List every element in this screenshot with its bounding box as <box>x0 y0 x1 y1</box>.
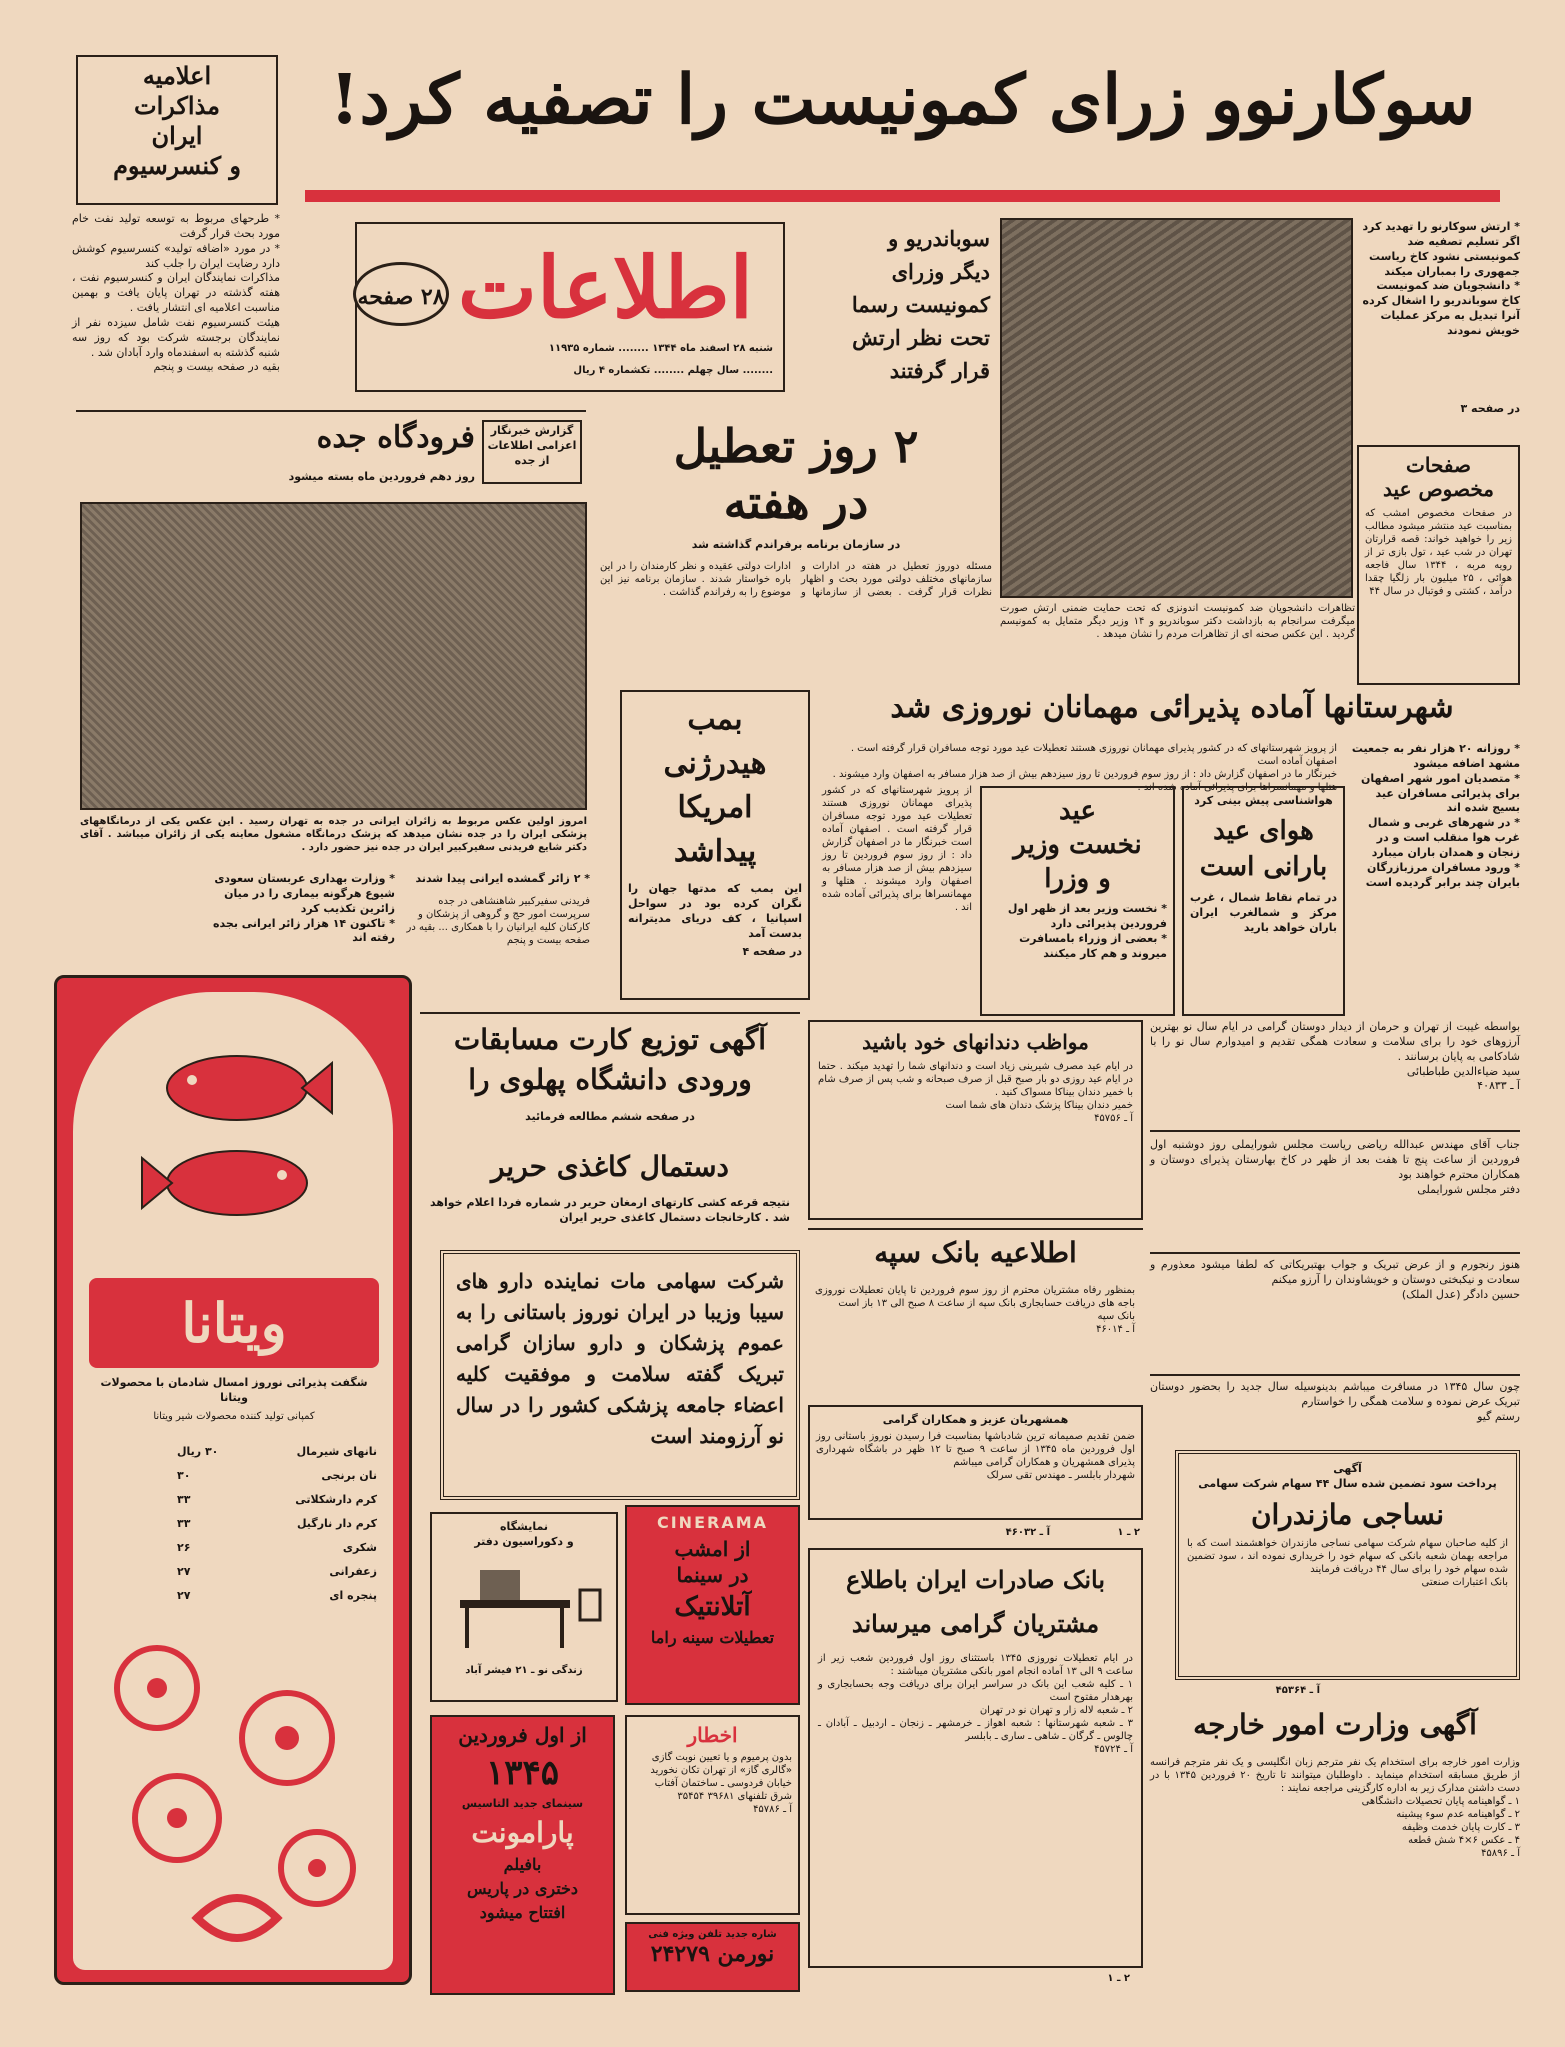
year-line: ........ سال چهلم ........ تکشماره ۴ ریال <box>573 365 773 376</box>
pm-body: * نخست وزیر بعد از ظهر اول فروردین پذیرائی دارد * بعضی از وزراء بامسافرت میروند و هم کار میکنند <box>1007 902 1167 960</box>
mayor-ad: همشهریان عزیز و همکاران گرامی ضمن تقدیم صمیمانه ترین شادباشها بمناسبت فرا رسیدن نوروز باستانی روز اول فروردین ماه ۱۳۴۵ از ساعت ۹ صبح تا ۱۲ ظهر در باشگاه شهرداری پذیرای همشهریان و همکاران گرامی میباشم شهردار بابلسر ـ مهندس تقی سرلک <box>808 1405 1143 1520</box>
logo-box <box>355 222 785 392</box>
vitana-sub: کمپانی تولید کننده محصولات شیر ویتانا <box>153 1411 315 1422</box>
vitana-slogan: شگفت پذیرائی نوروز امسال شادمان با محصولات ویتانا <box>100 1376 368 1404</box>
list-item: نانهای شیرمال ۳۰ ریال <box>177 1445 377 1458</box>
jeddah-photo <box>80 502 587 810</box>
list-item: نان برنجی ۳۰ <box>177 1469 377 1482</box>
riyazi-ad: جناب آقای مهندس عبدالله ریاضی ریاست مجلس شورایملی روز دوشنبه اول فروردین از ساعت پنج تا هفت بعد از ظهر در کاخ بهارستان پذیرای دوستان و همکاران محترم خواهند بود دفتر مجلس شورایملی <box>1150 1138 1520 1196</box>
pm-title: عید نخست وزیر و وزرا <box>1013 796 1142 894</box>
jeddah-title: فرودگاه جده <box>316 420 475 455</box>
bank-sepah-title: اطلاعیه بانک سپه <box>874 1236 1077 1269</box>
tissue-body: نتیجه قرعه کشی کارتهای ارمغان حریر در شماره فردا اعلام خواهد شد . کارخانجات دستمال کاغذی حریر ایران <box>430 1196 790 1224</box>
bank-sepah-body: بمنظور رفاه مشتریان محترم از روز سوم فروردین تا پایان تعطیلات نوروزی باجه های دریافت حسابجاری بانک سپه از ساعت ۸ صبح الی ۱۳ باز است بانک سپه آ ـ ۴۶۰۱۴ <box>815 1285 1135 1335</box>
more-link: در صفحه ۳ <box>1460 402 1520 415</box>
arabia-bullets: * وزارت بهداری عربستان سعودی شیوع هرگونه بیماری را در میان زائرین تکذیب کرد * تاکنون ۱۴ هزار زائر ایرانی بجده رفته اند <box>213 872 395 945</box>
newspaper-logo: اطلاعات <box>457 238 753 337</box>
announcement-box: اعلامیه مذاکرات ایران و کنسرسیوم <box>76 55 278 205</box>
weather-body: در تمام نقاط شمال ، غرب مرکز و شمالغرب ایران باران خواهد بارید <box>1190 890 1337 934</box>
greeting-ad: بواسطه غیبت از تهران و حرمان از دیدار دوستان گرامی در ایام سال نو بهترین آرزوهای خود را برای سلامت و سعادت همگی تقدیم و امیدوارم سال نو را با شادکامی به پایان برسانند . سید ضیاءالدین طباطبائی آ ـ ۴۰۸۳۳ <box>1150 1020 1520 1093</box>
list-item: پنجره ای ۲۷ <box>177 1589 377 1602</box>
list-item: زعفرانی ۲۷ <box>177 1565 377 1578</box>
warning-ad: اخطار بدون پرمیوم و یا تعیین نوبت گازی «گالری گاز» از تهران تکان نخورید خیابان فردوسی ـ ساختمان آفتاب شرق تلفنهای ۳۹۶۸۱ ۳۵۴۵۴ آ ـ ۴۵۷۸۶ <box>625 1715 800 1915</box>
main-headline: سوکارنوو زرای کمونیست را تصفیه کرد! <box>329 60 1476 140</box>
exam-sub: در صفحه ششم مطالعه فرمائید <box>525 1110 695 1123</box>
vitana-pricelist <box>177 1440 377 1608</box>
bomb-box: بمب هیدرژنی امریکا پیداشد این بمب که مدتها جهان را نگران کرده بود در سواحل اسپانیا ، کف دریای مدیترانه بدست آمد در صفحه ۴ <box>620 690 810 1000</box>
foreign-ministry-title: آگهی وزارت امور خارجه <box>1193 1708 1477 1741</box>
soldiers-caption: تظاهرات دانشجویان ضد کمونیست اندونزی که تحت حمایت ضمنی ارتش صورت میگرفت سرانجام به بازداشت دکتر سوباندریو و ۱۴ وزیر دیگر متمایل به کمونیسم گردید . این عکس صحنه ای از تظاهرات مردم را نشان میدهد . <box>1000 603 1355 640</box>
list-item: کرم دار نارگیل ۳۳ <box>177 1517 377 1530</box>
cities-bullets: * روزانه ۲۰ هزار نفر به جمعیت مشهد اضافه میشود * متصدیان امور شهر اصفهان برای پذیرائی مسافران عید بسیج شده اند * در شهرهای غربی و شمال غرب هوا منقلب است و در زنجان و همدان باران میبارد * ورود مسافران مرزبازرگان بایران چند برابر گردیده است <box>1351 742 1520 889</box>
soldiers-photo <box>1000 218 1353 598</box>
headline-rule <box>305 190 1500 202</box>
mazandaran-ad: آگهی پرداخت سود تضمین شده سال ۴۴ سهام شرکت سهامی نساجی مازندران از کلیه صاحبان سهام شرکت سهامی نساجی مازندران خواهشمند است که با مراجعه بهمان شعبه بانکی که سهام خود را خریداری نموده اند ، سود تضمین شده سهام خود را برای سال ۴۴ دریافت فرمایند بانک اعتبارات صنعتی <box>1175 1450 1520 1680</box>
announcement-body: * طرحهای مربوط به توسعه تولید نفت خام مورد بحث قرار گرفت * در مورد «اضافه تولید» کنسرسیوم کوشش دارد رضایت ایران را جلب کند مذاکرات نمایندگان ایران و کنسرسیوم نفت ، هفته گذشته در تهران پایان یافت و بهمین مناسبت اعلامیه ای انتشار یافت . هیئت کنسرسیوم نفت شامل سیزده نفر از نمایندگان برجسته شرکت بود که روز سه شنبه گذشته به اسفندماه وارد آبادان شد . بقیه در صفحه بیست و پنجم <box>72 212 280 374</box>
date-line: شنبه ۲۸ اسفند ماه ۱۳۴۴ ........ شماره ۱۱۹۳۵ <box>548 343 773 354</box>
weather-box: هواشناسی پیش بینی کرد هوای عید بارانی است در تمام نقاط شمال ، غرب مرکز و شمالغرب ایران باران خواهد بارید <box>1182 786 1345 1016</box>
army-bullets: * ارتش سوکارنو را تهدید کرد اگر تسلیم تصفیه ضد کمونیستی نشود کاخ ریاست جمهوری را بمباران میکند * دانشجویان ضد کمونیست کاخ سوباندریو را اشغال کرده آنرا تبدیل به مرکز عملیات خویش نمودند <box>1362 220 1520 337</box>
noormen-ad: شاره جدید تلفن ویژه فنی نورمن ۲۴۲۷۹ <box>625 1922 800 1992</box>
jeddah-tag: گزارش خبرنگار اعزامی اطلاعات از جده <box>482 420 582 484</box>
jeddah-caption: امروز اولین عکس مربوط به زائران ایرانی در جده به تهران رسید . این عکس یکی از درمانگاههای پزشکی ایران را در جده نشان میدهد که پزشک درمانگاه مشغول معاینه یکی از زائران میباشد . آقای دکتر شایع فریدنی سفیرکبیر ایران در جده نیز حضور دارد . <box>80 816 587 853</box>
pm-box <box>980 786 1175 1016</box>
saderat-ad: بانک صادرات ایران باطلاع مشتریان گرامی میرساند در ایام تعطیلات نوروزی ۱۳۴۵ باستثنای روز اول فروردین شعب زیر از ساعت ۹ الی ۱۳ آماده انجام امور بانکی مشتریان میباشند : ۱ ـ کلیه شعب این بانک در سراسر ایران برای دریافت وجه بحسابجاری و بهرهدار مفتوح است ۲ ـ شعبه لاله زار و تهران نو در تهران ۳ ـ شعبه شهرستانها : شعبه اهواز ـ خرمشهر ـ زنجان ـ اردبیل ـ آبادان ـ چالوس ـ گرگان ـ شاهی ـ ساری ـ بابلسر آ ـ ۴۵۷۲۴ <box>808 1548 1143 1968</box>
subheadline: سوباندریو و دیگر وزرای کمونیست رسما تحت نظر ارتش قرار گرفتند <box>851 226 990 383</box>
fish-illustration <box>137 1018 337 1248</box>
holiday-title: ۲ روز تعطیل در هفته <box>673 419 919 529</box>
jeddah-sub: روز دهم فروردین ماه بسته میشود <box>288 470 475 483</box>
teeth-ad: مواظب دندانهای خود باشید در ایام عید مصرف شیرینی زیاد است و دندانهای شما را تهدید میکند . حتما در ایام عید روزی دو بار صبح قبل از صرف صبحانه و شب پس از صرف شام با خمیر دندان بیناکا مسواک کنید . خمیر دندان بیناکا پزشک دندان های شما است آ ـ ۴۵۷۵۶ <box>808 1020 1143 1220</box>
paramount-ad: از اول فروردین ۱۳۴۵ سینمای جدید التاسیس پارامونت بافیلم دختری در پاریس افتتاح میشود <box>430 1715 615 1995</box>
flower-decoration <box>87 1628 387 1968</box>
pilgrims-title: * ۲ زائر گمشده ایرانی پیدا شدند <box>415 872 590 885</box>
cities-title: شهرستانها آماده پذیرائی مهمانان نوروزی شد <box>890 690 1454 725</box>
guio-ad: چون سال ۱۳۴۵ در مسافرت میباشم بدینوسیله سال جدید را بحضور دوستان تبریک عرض نموده و سلامت همگی را خواستارم رستم گیو <box>1150 1380 1520 1423</box>
bomb-body: این بمب که مدتها جهان را نگران کرده بود در سواحل اسپانیا ، کف دریای مدیترانه بدست آمد <box>628 882 802 940</box>
isfahan-report: از پرویز شهرستانهای که در کشور پذیرای مهمانان نوروزی هستند تعطیلات عید مورد توجه مسافران قرار گرفته است . اصفهان آماده است خبرنگار ما در اصفهان گزارش داد : از روز سوم فروردین تا روز سیزدهم بیش از صد هزار مسافر به اصفهان وارد میشوند . هتلها و مهمانسراها برای پذیرائی آماده شده اند . <box>822 785 972 913</box>
desk-icon <box>440 1550 610 1660</box>
weather-title: هوای عید بارانی است <box>1199 815 1328 882</box>
vitana-brand: ویتانا <box>181 1291 287 1355</box>
bomb-title: بمب هیدرژنی امریکا پیداشد <box>663 702 767 869</box>
tissue-title: دستمال کاغذی حریر <box>490 1150 730 1183</box>
pilgrims-body: فریدنی سفیرکبیر شاهنشاهی در جده سرپرست امور حج و گروهی از پزشکان و کارکنان کلیه ایرانیان را با همکاری ... بقیه در صفحه بیست و پنجم <box>406 896 590 946</box>
holiday-body: مسئله دوروز تعطیل در هفته در ادارات و سازمانهای مختلف دولتی مورد بحث و اظهار نظرات قرار گرفت . بعضی از سازمانها و ادارات دولتی عقیده و نظر کارمندان را در این باره خواستار شدند . سازمان برنامه نیز این موضوع را به رفراندم گذاشت . <box>600 561 992 598</box>
adl-ad: هنوز رنجورم و از عرض تبریک و جواب بهتبریکاتی که لطفا میشود معذورم و سعادت و نیکبختی دوستان و خویشاوندان را آرزو میکنم حسین دادگر (عدل الملک) <box>1150 1258 1520 1301</box>
pages-badge: ۲۸ صفحه <box>353 262 449 326</box>
vitana-ad <box>54 975 412 1985</box>
foreign-ministry-body: وزارت امور خارجه برای استخدام یک نفر مترجم زبان انگلیسی و یک نفر مترجم فرانسه از طریق مسابقه استخدام مینماید . داوطلبان میتوانند تا تاریخ ۲۰ فروردین ۱۳۴۵ با در دست داشتن مدارک زیر به اداره کارگزینی مراجعه نمایند : ۱ ـ گواهینامه پایان تحصیلات دانشگاهی ۲ ـ گواهینامه عدم سوء پیشینه ۳ ـ کارت پایان خدمت وظیفه ۴ ـ عکس ۶×۴ شش قطعه آ ـ ۴۵۸۹۶ <box>1150 1757 1520 1859</box>
cities-intro: از پرویز شهرستانهای که در کشور پذیرای مهمانان نوروزی هستند تعطیلات عید مورد توجه مسافران قرار گرفته است . اصفهان آماده است خبرنگار ما در اصفهان گزارش داد : از روز سوم فروردین تا روز سیزدهم بیش از صد هزار مسافر به اصفهان وارد میشوند . هتلها و مهمانسراها برای پذیرائی آماده شده اند . <box>832 743 1337 793</box>
pharma-ad: شرکت سهامی مات نماینده دارو های سیبا وزیبا در ایران نوروز باستانی را به عموم پزشکان و دارو سازان گرامی تبریک گفته سلامت و موفقیت کلیه اعضاء جامعه پزشکی کشور را در سال نو آرزومند است <box>440 1250 800 1500</box>
list-item: کرم دارشکلاتی ۳۳ <box>177 1493 377 1506</box>
cinerama-ad: CINERAMA از امشب در سینما آتلانتیک تعطیلات سینه راما <box>625 1505 800 1705</box>
exam-title: آگهی توزیع کارت مسابقات ورودی دانشگاه پهلوی را <box>453 1023 767 1096</box>
showroom-ad: نمایشگاه و دکوراسیون دفتر زندگی نو ـ ۲۱ فیشر آباد <box>430 1512 618 1702</box>
list-item: شکری ۲۶ <box>177 1541 377 1554</box>
holiday-sub: در سازمان برنامه برفراندم گذاشته شد <box>691 538 901 551</box>
special-pages-box: صفحات مخصوص عید در صفحات مخصوص امشب که بمناسبت عید منتشر میشود مطالب زیر را خواهید خواند: قصه قرارتان تهران در شب عید ، تول بازی تر از رویه مربه ، ۱۳۴۴ سال فاجعه هوائی ، ۲۵ میلیون بار زلگیا چقدا درآمد ، کشتی و فوتبال در سال ۴۴ <box>1357 445 1520 685</box>
